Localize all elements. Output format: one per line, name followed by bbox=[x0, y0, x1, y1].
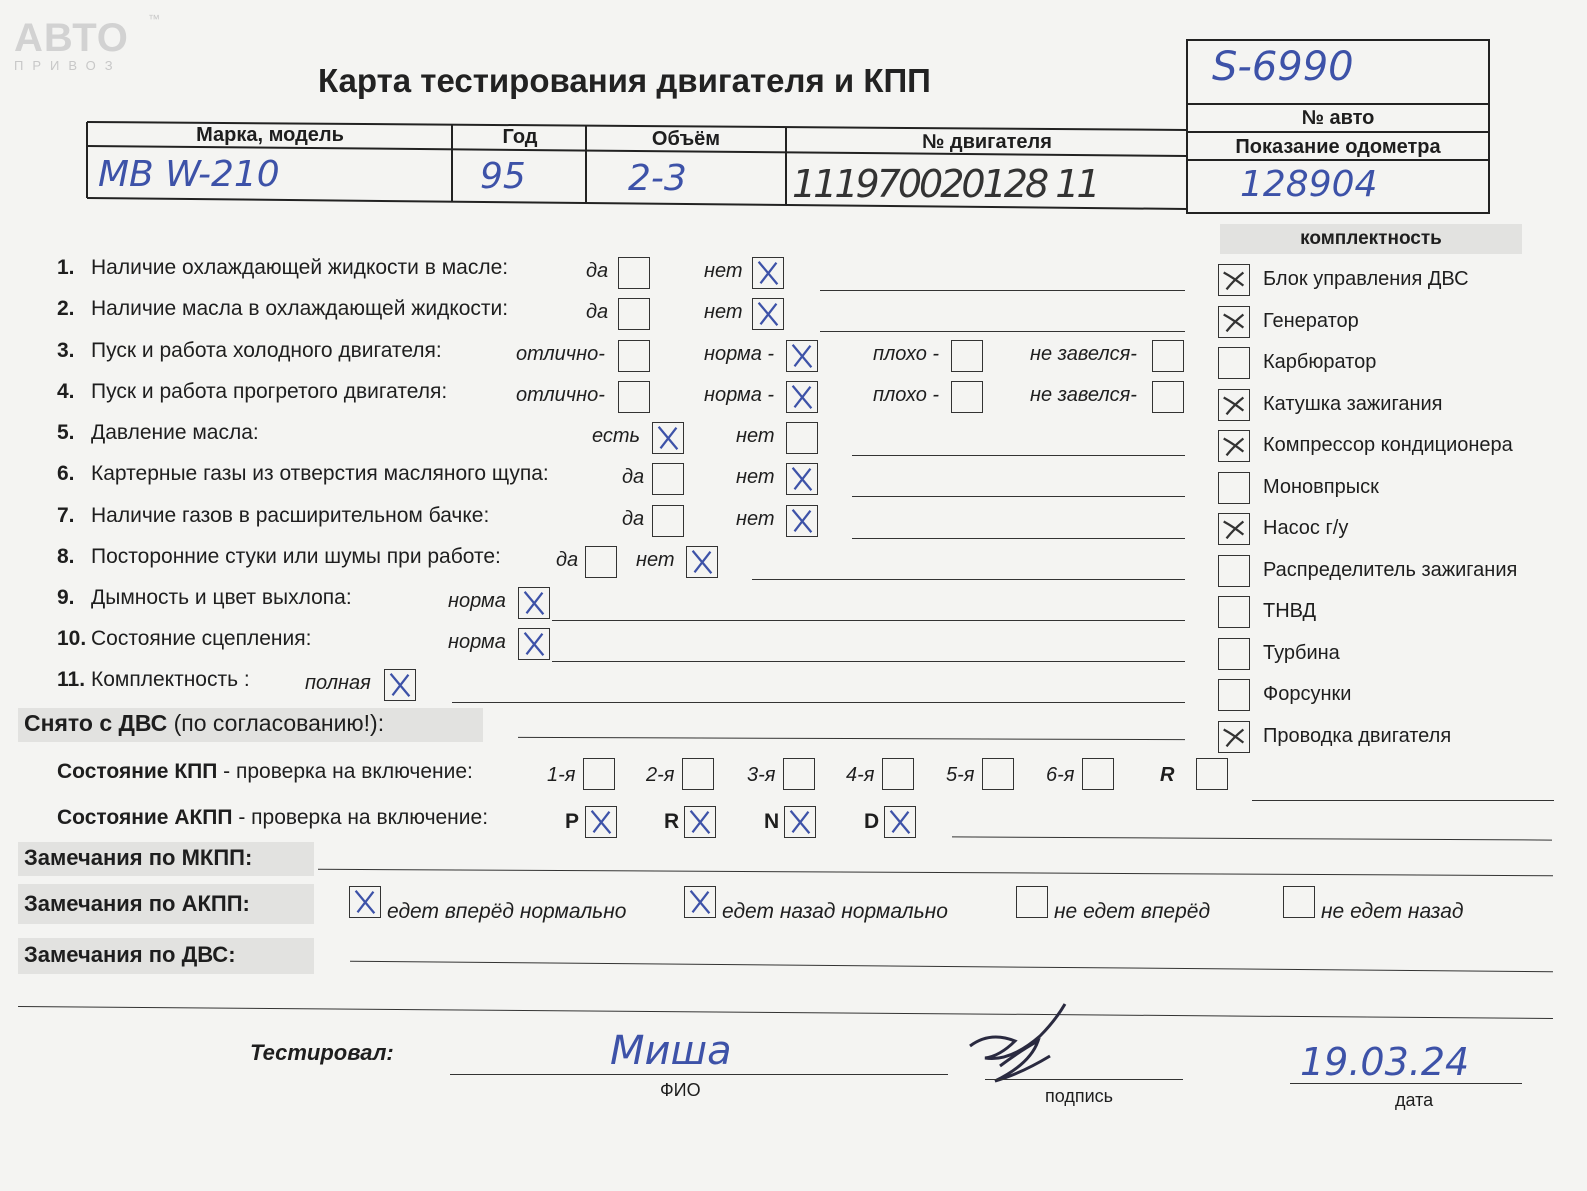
kpp-gear-checkbox[interactable] bbox=[1196, 758, 1228, 790]
item-label: Наличие газов в расширительном бачке: bbox=[91, 504, 490, 527]
akpp-label bbox=[57, 806, 488, 830]
kit-item-label: Турбина bbox=[1263, 641, 1340, 664]
removed-label-bold: Снято с ДВС bbox=[24, 710, 168, 736]
item-number: 9. bbox=[57, 586, 75, 609]
item-comment-line bbox=[820, 290, 1185, 291]
model-value: МВ W-210 bbox=[98, 154, 280, 195]
kit-title: комплектность bbox=[1300, 228, 1442, 249]
item-checkbox[interactable] bbox=[384, 669, 416, 701]
sign-line bbox=[985, 1079, 1183, 1080]
item-checkbox[interactable] bbox=[518, 587, 550, 619]
logo-main: АВТО bbox=[14, 16, 129, 60]
item-option-label: нет bbox=[736, 425, 775, 447]
kit-checkbox[interactable] bbox=[1218, 638, 1250, 670]
akpp-label-rest: - проверка на включение: bbox=[232, 806, 489, 829]
kit-checkbox[interactable] bbox=[1218, 430, 1250, 462]
kit-item-label: Компрессор кондиционера bbox=[1263, 434, 1513, 456]
tested-label: Тестировал: bbox=[250, 1040, 394, 1065]
akpp-mode-label: N bbox=[764, 810, 780, 833]
akpp-remark-label: не едет вперёд bbox=[1054, 900, 1211, 923]
item-label: Давление масла: bbox=[91, 421, 259, 444]
akpp-remark-checkbox[interactable] bbox=[1283, 886, 1315, 918]
item-option-label: нет bbox=[704, 260, 743, 282]
item-checkbox[interactable] bbox=[786, 463, 818, 495]
item-number: 6. bbox=[57, 462, 75, 485]
kpp-gear-checkbox[interactable] bbox=[882, 758, 914, 790]
item-option-label: норма - bbox=[704, 343, 775, 365]
kit-item-label: Катушка зажигания bbox=[1263, 392, 1443, 415]
kit-checkbox[interactable] bbox=[1218, 596, 1250, 628]
item-option-label: норма bbox=[448, 631, 506, 653]
kpp-gear-label: 2-я bbox=[646, 764, 675, 786]
item-checkbox[interactable] bbox=[786, 381, 818, 413]
odometer-value: 128904 bbox=[1240, 164, 1378, 205]
kpp-gear-checkbox[interactable] bbox=[583, 758, 615, 790]
kpp-gear-checkbox[interactable] bbox=[682, 758, 714, 790]
item-comment-line bbox=[452, 702, 1185, 703]
removed-label bbox=[24, 710, 384, 737]
item-checkbox[interactable] bbox=[618, 381, 650, 413]
item-label: Картерные газы из отверстия масляного щупа: bbox=[91, 462, 549, 485]
akpp-mode-checkbox[interactable] bbox=[784, 806, 816, 838]
kpp-label bbox=[57, 760, 473, 784]
akpp-remark-checkbox[interactable] bbox=[349, 886, 381, 918]
item-label: Наличие масла в охлаждающей жидкости: bbox=[91, 297, 509, 320]
kpp-label-bold: Состояние КПП bbox=[57, 760, 218, 783]
item-option-label: плохо - bbox=[873, 384, 940, 406]
date-value: 19.03.24 bbox=[1300, 1040, 1470, 1084]
akpp-mode-label: D bbox=[864, 810, 880, 833]
item-checkbox[interactable] bbox=[786, 505, 818, 537]
item-comment-line bbox=[752, 579, 1185, 580]
item-number: 11. bbox=[57, 668, 86, 691]
item-checkbox[interactable] bbox=[618, 298, 650, 330]
item-option-label: нет bbox=[736, 466, 775, 488]
akpp-label-bold: Состояние АКПП bbox=[57, 806, 233, 829]
item-checkbox[interactable] bbox=[652, 505, 684, 537]
akpp-remark-checkbox[interactable] bbox=[684, 886, 716, 918]
item-checkbox[interactable] bbox=[1152, 381, 1184, 413]
kit-item-label: Блок управления ДВС bbox=[1263, 268, 1469, 290]
akpp-mode-checkbox[interactable] bbox=[585, 806, 617, 838]
item-checkbox[interactable] bbox=[652, 422, 684, 454]
item-checkbox[interactable] bbox=[951, 381, 983, 413]
item-comment-line bbox=[820, 331, 1185, 332]
item-number: 7. bbox=[57, 504, 75, 527]
kpp-gear-label: 6-я bbox=[1046, 764, 1075, 786]
item-checkbox[interactable] bbox=[618, 340, 650, 372]
kit-item-label: Генератор bbox=[1263, 309, 1359, 332]
removed-line bbox=[518, 737, 1185, 740]
item-option-label: не завелся- bbox=[1030, 343, 1137, 365]
akpp-mode-label: P bbox=[565, 810, 580, 833]
engine-value: 111970020128 11 bbox=[792, 162, 1098, 206]
item-comment-line bbox=[852, 496, 1185, 497]
item-option-label: да bbox=[622, 466, 645, 488]
engine-label: № двигателя bbox=[922, 131, 1052, 153]
akpp-remark-label: едет вперёд нормально bbox=[387, 900, 627, 923]
item-option-label: норма bbox=[448, 590, 506, 612]
akpp-remark-label: не едет назад bbox=[1321, 900, 1464, 923]
item-number: 8. bbox=[57, 545, 75, 568]
item-option-label: не завелся- bbox=[1030, 384, 1137, 406]
item-checkbox[interactable] bbox=[618, 257, 650, 289]
akpp-line bbox=[952, 836, 1552, 840]
item-number: 3. bbox=[57, 339, 75, 362]
item-checkbox[interactable] bbox=[951, 340, 983, 372]
item-option-label: полная bbox=[305, 672, 371, 694]
item-label: Наличие охлаждающей жидкости в масле: bbox=[91, 256, 509, 279]
item-number: 10. bbox=[57, 627, 87, 650]
auto-no-label: № авто bbox=[1301, 107, 1375, 129]
tested-name: Миша bbox=[610, 1028, 732, 1074]
kpp-label-rest: - проверка на включение: bbox=[217, 760, 473, 783]
kit-checkbox[interactable] bbox=[1218, 555, 1250, 587]
kpp-gear-checkbox[interactable] bbox=[783, 758, 815, 790]
item-option-label: отлично- bbox=[516, 343, 605, 365]
item-checkbox[interactable] bbox=[752, 298, 784, 330]
item-option-label: да bbox=[556, 549, 579, 571]
item-option-label: да bbox=[586, 260, 609, 282]
model-label: Марка, модель bbox=[196, 124, 344, 146]
remarks-mkpp-line bbox=[318, 869, 1553, 876]
item-comment-line bbox=[552, 661, 1185, 662]
kpp-gear-label: R bbox=[1160, 764, 1175, 786]
item-option-label: норма - bbox=[704, 384, 775, 406]
remarks-akpp-label: Замечания по АКПП: bbox=[24, 891, 250, 916]
item-checkbox[interactable] bbox=[786, 422, 818, 454]
item-option-label: плохо - bbox=[873, 343, 940, 365]
akpp-mode-checkbox[interactable] bbox=[884, 806, 916, 838]
remarks-dvs-label: Замечания по ДВС: bbox=[24, 942, 236, 967]
item-number: 2. bbox=[57, 297, 75, 320]
item-checkbox[interactable] bbox=[585, 546, 617, 578]
akpp-remark-checkbox[interactable] bbox=[1016, 886, 1048, 918]
volume-value: 2-3 bbox=[628, 158, 687, 199]
removed-label-rest: (по согласованию!): bbox=[167, 710, 385, 736]
sign-label: подпись bbox=[1045, 1086, 1114, 1106]
item-comment-line bbox=[852, 455, 1185, 456]
kpp-gear-checkbox[interactable] bbox=[982, 758, 1014, 790]
kit-item-label: Проводка двигателя bbox=[1263, 724, 1452, 747]
remarks-dvs-line bbox=[350, 961, 1553, 972]
akpp-mode-label: R bbox=[664, 810, 680, 833]
remarks-dvs-line-2 bbox=[18, 1006, 1553, 1019]
fio-line bbox=[450, 1074, 948, 1075]
date-line bbox=[1290, 1083, 1522, 1084]
kpp-gear-label: 5-я bbox=[946, 764, 975, 786]
kit-item-label: Форсунки bbox=[1263, 683, 1352, 705]
item-label: Состояние сцепления: bbox=[91, 627, 312, 650]
item-label: Комплектность : bbox=[91, 668, 250, 691]
kit-checkbox[interactable] bbox=[1218, 472, 1250, 504]
fio-label: ФИО bbox=[660, 1080, 701, 1100]
signature-image bbox=[960, 996, 1080, 1091]
item-label: Пуск и работа прогретого двигателя: bbox=[91, 380, 448, 403]
kit-item-label: ТНВД bbox=[1263, 600, 1317, 622]
item-option-label: нет bbox=[636, 549, 675, 571]
kpp-gear-label: 3-я bbox=[747, 764, 776, 786]
kpp-gear-checkbox[interactable] bbox=[1082, 758, 1114, 790]
kit-checkbox[interactable] bbox=[1218, 264, 1250, 296]
kpp-gear-label: 1-я bbox=[547, 764, 576, 786]
odometer-label: Показание одометра bbox=[1235, 136, 1441, 158]
kit-checkbox[interactable] bbox=[1218, 306, 1250, 338]
item-option-label: да bbox=[622, 508, 645, 530]
kit-item-label: Насос г/у bbox=[1263, 517, 1349, 539]
item-option-label: нет bbox=[736, 508, 775, 530]
form-title: Карта тестирования двигателя и КПП bbox=[318, 62, 931, 99]
item-label: Посторонние стуки или шумы при работе: bbox=[91, 545, 501, 568]
item-comment-line bbox=[852, 538, 1185, 539]
item-checkbox[interactable] bbox=[652, 463, 684, 495]
kit-item-label: Моновпрыск bbox=[1263, 475, 1379, 498]
akpp-remark-label: едет назад нормально bbox=[722, 900, 948, 923]
item-checkbox[interactable] bbox=[518, 628, 550, 660]
item-checkbox[interactable] bbox=[786, 340, 818, 372]
kit-checkbox[interactable] bbox=[1218, 679, 1250, 711]
kpp-gear-label: 4-я bbox=[846, 764, 875, 786]
year-value: 95 bbox=[480, 156, 526, 197]
kit-item-label: Распределитель зажигания bbox=[1263, 558, 1518, 581]
kit-checkbox[interactable] bbox=[1218, 347, 1250, 379]
akpp-mode-checkbox[interactable] bbox=[684, 806, 716, 838]
item-number: 4. bbox=[57, 380, 75, 403]
item-option-label: отлично- bbox=[516, 384, 605, 406]
item-checkbox[interactable] bbox=[686, 546, 718, 578]
item-option-label: нет bbox=[704, 301, 743, 323]
item-option-label: есть bbox=[592, 425, 641, 447]
year-label: Год bbox=[502, 126, 538, 148]
date-label: дата bbox=[1395, 1090, 1434, 1110]
kpp-line bbox=[1252, 800, 1554, 801]
auto-no-value: S-6990 bbox=[1212, 44, 1354, 90]
item-label: Дымность и цвет выхлопа: bbox=[91, 586, 352, 609]
kit-checkbox[interactable] bbox=[1218, 721, 1250, 753]
kit-checkbox[interactable] bbox=[1218, 513, 1250, 545]
item-option-label: да bbox=[586, 301, 609, 323]
logo-sub: ПРИВОЗ bbox=[14, 58, 122, 73]
item-number: 5. bbox=[57, 421, 75, 444]
item-number: 1. bbox=[57, 256, 75, 279]
item-checkbox[interactable] bbox=[1152, 340, 1184, 372]
kit-checkbox[interactable] bbox=[1218, 389, 1250, 421]
item-label: Пуск и работа холодного двигателя: bbox=[91, 339, 442, 362]
remarks-mkpp-label: Замечания по МКПП: bbox=[24, 845, 253, 870]
kit-item-label: Карбюратор bbox=[1263, 351, 1377, 373]
logo-tm: ™ bbox=[148, 12, 160, 26]
item-checkbox[interactable] bbox=[752, 257, 784, 289]
volume-label: Объём bbox=[651, 128, 721, 150]
item-comment-line bbox=[552, 620, 1185, 621]
